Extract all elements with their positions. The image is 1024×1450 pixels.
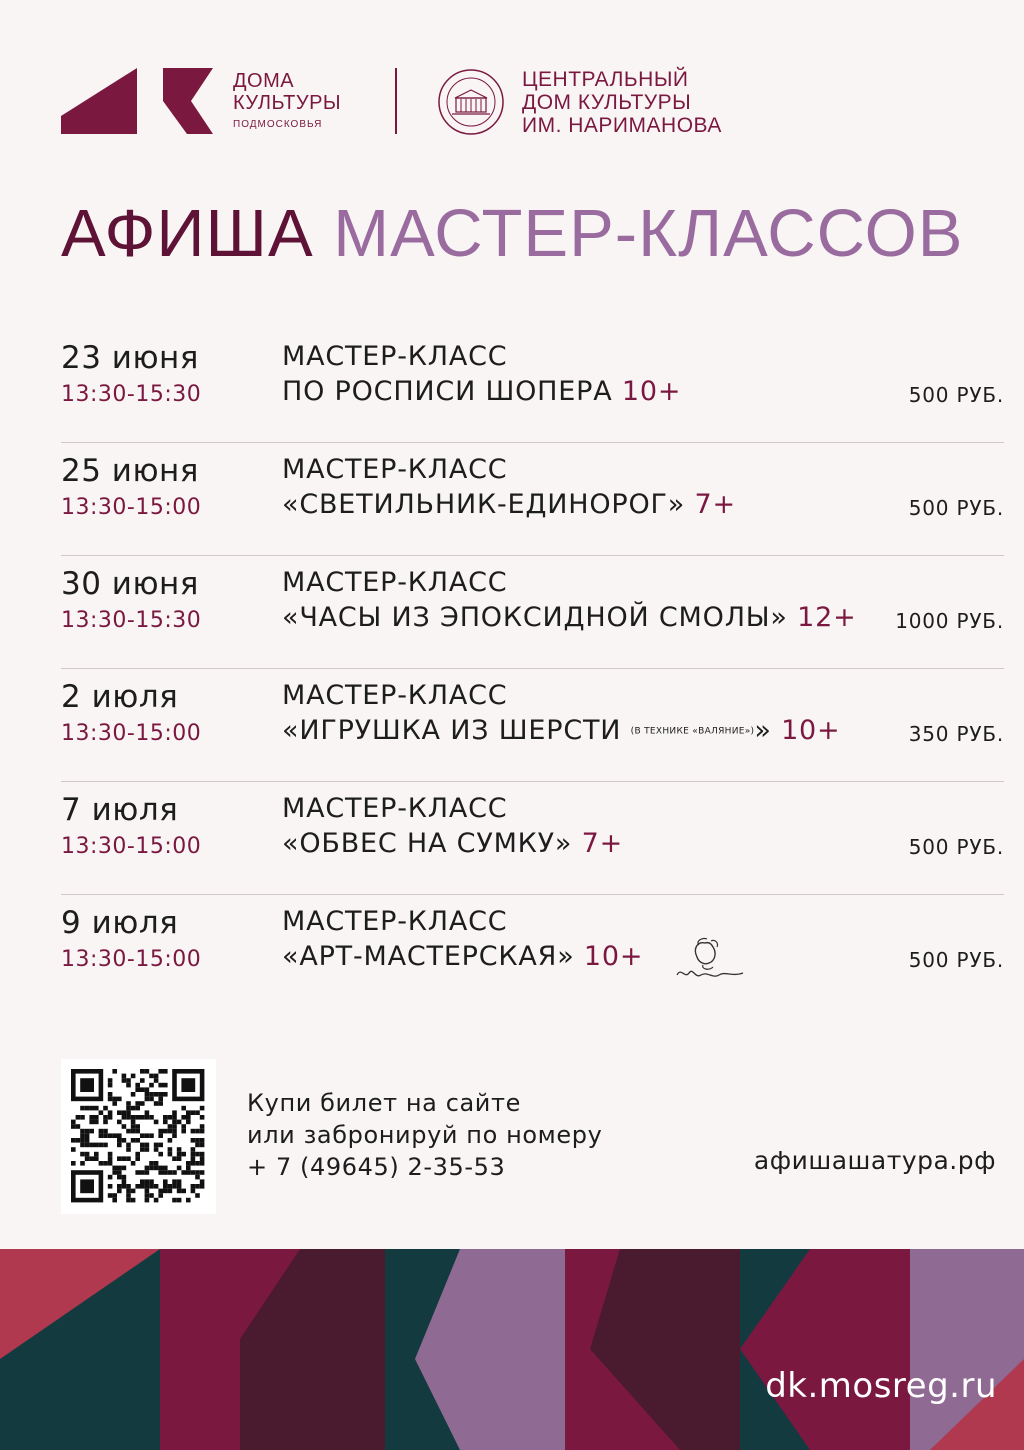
title-part-afisha: АФИША — [61, 196, 314, 271]
event-name-end: » — [754, 715, 772, 746]
event-price: 500 РУБ. — [908, 383, 1004, 407]
event-age-rating: 12+ — [797, 602, 857, 633]
event-date: 23 июня — [61, 340, 199, 376]
event-name: ПО РОСПИСИ ШОПЕРА — [282, 376, 613, 407]
event-technique-note: (В ТЕХНИКЕ «ВАЛЯНИЕ») — [630, 726, 755, 737]
ticket-line: или забронируй по номеру — [247, 1121, 603, 1149]
event-age-rating: 7+ — [694, 489, 736, 520]
event-row — [61, 782, 1004, 895]
event-date: 9 июля — [61, 905, 179, 941]
event-title — [282, 715, 840, 746]
logo-line: ДОМ КУЛЬТУРЫ — [522, 91, 692, 114]
event-title — [282, 489, 736, 520]
logo-line: ДОМА — [233, 70, 295, 92]
event-row — [61, 330, 1004, 443]
event-time: 13:30-15:00 — [61, 721, 202, 746]
event-date: 2 июля — [61, 679, 179, 715]
qr-code[interactable] — [61, 1059, 216, 1214]
event-date: 25 июня — [61, 453, 199, 489]
event-age-rating: 10+ — [583, 941, 644, 972]
logo-divider — [395, 68, 397, 134]
cdk-nariman-logo-text — [522, 68, 722, 137]
event-kind: МАСТЕР-КЛАСС — [282, 680, 508, 711]
event-price: 500 РУБ. — [908, 948, 1004, 972]
event-kind: МАСТЕР-КЛАСС — [282, 793, 508, 824]
event-age-rating: 7+ — [581, 828, 624, 859]
footer-website-link[interactable]: dk.mosreg.ru — [765, 1366, 997, 1406]
logo-region: ПОДМОСКОВЬЯ — [233, 119, 323, 130]
logo-line: ЦЕНТРАЛЬНЫЙ — [522, 68, 689, 91]
event-age-rating: 10+ — [781, 715, 841, 746]
event-kind: МАСТЕР-КЛАСС — [282, 567, 508, 598]
event-title — [282, 941, 643, 972]
event-price: 500 РУБ. — [908, 496, 1004, 520]
logo-line: ИМ. НАРИМАНОВА — [522, 114, 722, 137]
event-name: «ЧАСЫ ИЗ ЭПОКСИДНОЙ СМОЛЫ» — [282, 602, 788, 633]
event-title — [282, 828, 623, 859]
header — [61, 64, 761, 144]
event-age-rating: 10+ — [621, 376, 682, 407]
event-price: 1000 РУБ. — [895, 609, 1004, 633]
event-row — [61, 895, 1004, 1008]
event-name: «ИГРУШКА ИЗ ШЕРСТИ — [282, 715, 622, 746]
event-title — [282, 602, 857, 633]
event-price: 500 РУБ. — [908, 835, 1004, 859]
event-time: 13:30-15:30 — [61, 608, 202, 633]
logo-line: КУЛЬТУРЫ — [233, 92, 342, 114]
event-kind: МАСТЕР-КЛАСС — [282, 341, 508, 372]
event-row — [61, 669, 1004, 782]
event-time: 13:30-15:00 — [61, 947, 202, 972]
title-part-master-classes: МАСТЕР-КЛАССОВ — [333, 196, 964, 271]
ticket-line: Купи билет на сайте — [247, 1089, 521, 1117]
event-name: «СВЕТИЛЬНИК-ЕДИНОРОГ» — [282, 489, 686, 520]
event-price: 350 РУБ. — [908, 722, 1004, 746]
event-date: 30 июня — [61, 566, 199, 602]
event-row — [61, 556, 1004, 669]
dk-podmoskovya-logo-mark — [61, 68, 213, 134]
event-name: «АРТ-МАСТЕРСКАЯ» — [282, 941, 575, 972]
ticket-info — [247, 1087, 602, 1183]
event-kind: МАСТЕР-КЛАСС — [282, 906, 508, 937]
phone-number: + 7 (49645) 2-35-53 — [247, 1153, 506, 1181]
event-title — [282, 376, 681, 407]
page-title — [61, 196, 1011, 272]
building-seal-icon — [437, 68, 505, 136]
event-kind: МАСТЕР-КЛАСС — [282, 454, 508, 485]
pushkin-card-signature-icon — [673, 935, 747, 987]
event-name: «ОБВЕС НА СУМКУ» — [282, 828, 573, 859]
event-time: 13:30-15:00 — [61, 495, 202, 520]
dk-podmoskovya-logo-text — [233, 70, 341, 130]
decorative-band — [0, 1249, 1024, 1450]
event-date: 7 июля — [61, 792, 179, 828]
event-time: 13:30-15:30 — [61, 382, 202, 407]
event-time: 13:30-15:00 — [61, 834, 202, 859]
events-list — [61, 330, 1004, 1008]
ticket-website-link[interactable]: афишашатура.рф — [753, 1146, 996, 1175]
event-row — [61, 443, 1004, 556]
